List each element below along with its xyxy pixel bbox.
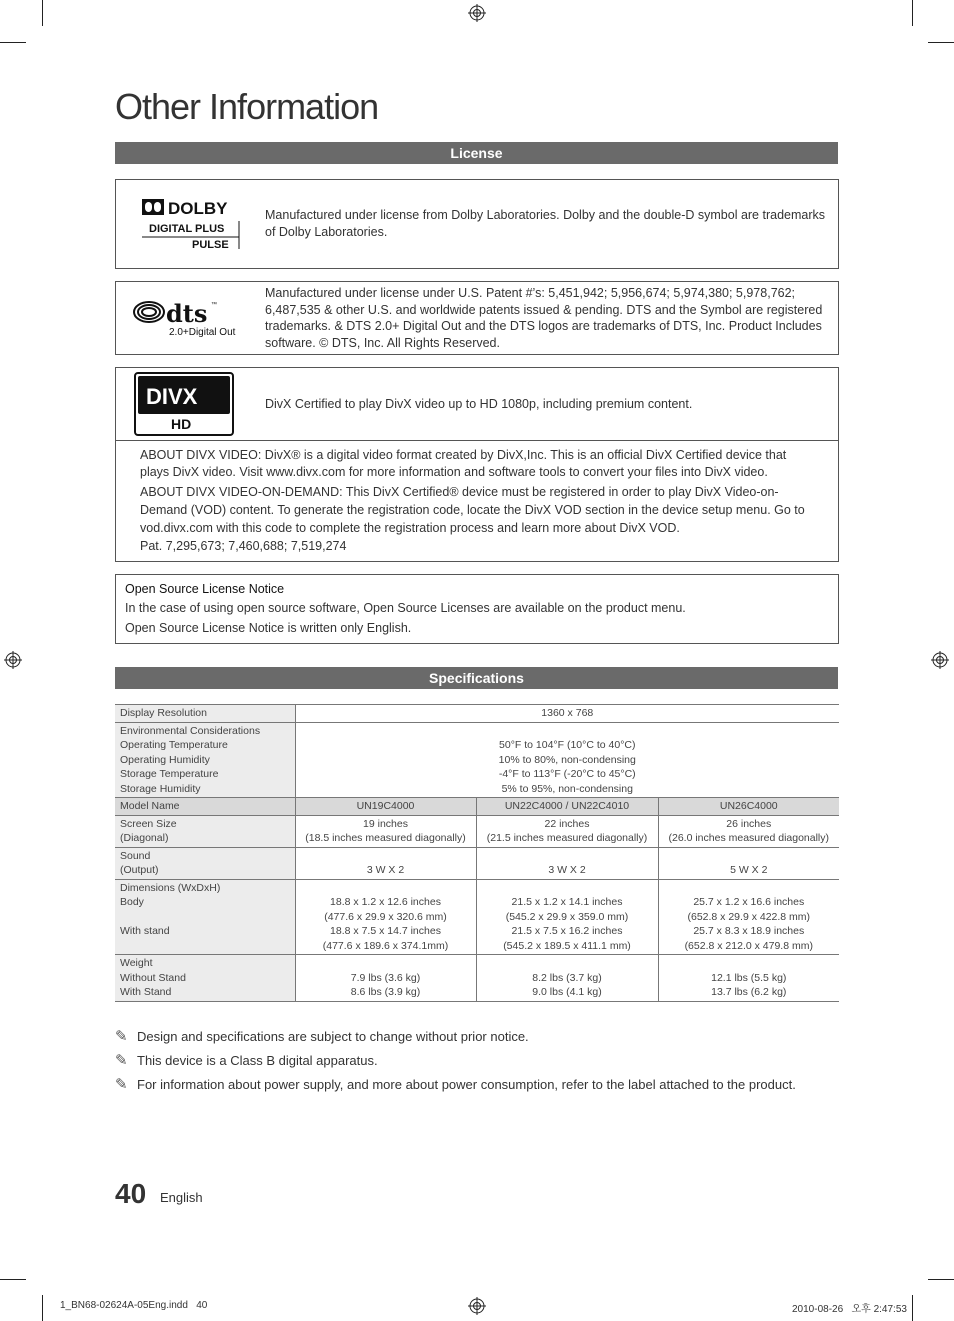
spec-row-screen [115, 815, 839, 847]
spec-label: Weight [120, 957, 153, 969]
dimension-labels [115, 879, 295, 955]
specifications-header: Specifications [115, 667, 838, 689]
screen-value [476, 815, 658, 847]
footer-file-name: 1_BN68-02624A-05Eng.indd 40 [60, 1300, 208, 1311]
spec-label: With Stand [120, 986, 172, 998]
spec-value: 25.7 x 8.3 x 18.9 inches [693, 925, 805, 937]
dolby-logo [142, 197, 242, 253]
dolby-license-text: Manufactured under license from Dolby Laboratories. Dolby and the double-D symbol are trademarks of Dolby Laboratories. [265, 208, 826, 239]
spec-label: Sound [120, 849, 151, 862]
crop-mark [42, 0, 43, 26]
spec-value: 22 inches [544, 817, 590, 830]
divx-about-video: ABOUT DIVX VIDEO: DivX® is a digital video format created by DivX,Inc. This is an official DivX Certified device that plays DivX video. Visit www.divx.com for more information and software tools to convert your files into DivX video. [140, 448, 787, 479]
weight-value [295, 955, 476, 1002]
dts-logo [133, 298, 237, 338]
spec-row-model [115, 798, 839, 816]
sound-value: 3 W X 2 [476, 847, 658, 879]
note-item [115, 1075, 796, 1093]
spec-label: Environmental Considerations [120, 724, 261, 737]
spec-value: (18.5 inches measured diagonally) [305, 832, 466, 844]
spec-value: 21.5 x 7.5 x 16.2 inches [511, 925, 623, 937]
weight-labels [115, 955, 295, 1002]
spec-value: (21.5 inches measured diagonally) [486, 832, 648, 844]
note-text: This device is a Class B digital apparatus. [137, 1053, 378, 1068]
spec-label: Without Stand [120, 971, 186, 984]
crop-mark [912, 0, 913, 26]
spec-value: (652.8 x 212.0 x 479.8 mm) [684, 939, 813, 952]
environment-labels [115, 722, 295, 798]
dolby-logo-brand: DOLBY [168, 199, 228, 218]
model-name: UN19C4000 [295, 798, 476, 816]
dolby-logo-line1: DIGITAL PLUS [149, 223, 225, 235]
spec-value: (26.0 inches measured diagonally) [668, 832, 830, 844]
spec-value: -4°F to 113°F (-20°C to 45°C) [498, 768, 636, 780]
spec-row-environment [115, 722, 839, 798]
spec-label: Body [120, 896, 144, 908]
spec-label: Operating Temperature [120, 739, 228, 751]
open-source-line1: In the case of using open source software, Open Source Licenses are available on the product menu. [125, 601, 686, 615]
spec-value: 25.7 x 1.2 x 16.6 inches [693, 896, 805, 908]
screen-value [658, 815, 839, 847]
pencil-note-icon: ✎ [115, 1028, 128, 1045]
spec-value: 8.2 lbs (3.7 kg) [532, 971, 602, 984]
dimension-value [658, 879, 839, 955]
spec-value: 18.8 x 1.2 x 12.6 inches [330, 896, 441, 908]
open-source-line2: Open Source License Notice is written only English. [125, 621, 412, 635]
spec-value: 26 inches [726, 817, 772, 830]
crop-mark [928, 42, 954, 43]
sound-value: 3 W X 2 [295, 847, 476, 879]
spec-label: With stand [120, 925, 170, 937]
note-item [115, 1027, 529, 1045]
note-item [115, 1051, 378, 1069]
spec-label: Storage Temperature [120, 768, 219, 780]
note-text: For information about power supply, and more about power consumption, refer to the label attached to the product. [137, 1077, 796, 1092]
registration-mark-icon [468, 4, 486, 22]
screen-labels [115, 815, 295, 847]
spec-label: Dimensions (WxDxH) [120, 881, 221, 894]
spec-value: 10% to 80%, non-condensing [498, 753, 636, 766]
pencil-note-icon: ✎ [115, 1076, 128, 1093]
divx-hd-logo [134, 372, 234, 436]
spec-value: 12.1 lbs (5.5 kg) [711, 971, 787, 984]
environment-values [295, 722, 839, 798]
crop-mark [0, 1279, 26, 1280]
spec-value: 7.9 lbs (3.6 kg) [350, 971, 421, 984]
sound-labels [115, 847, 295, 879]
spec-label: (Output) [120, 864, 159, 876]
divx-patents: Pat. 7,295,673; 7,460,688; 7,519,274 [140, 539, 347, 553]
note-text: Design and specifications are subject to change without prior notice. [137, 1029, 529, 1044]
spec-label: (Diagonal) [120, 832, 169, 844]
specifications-table [115, 704, 839, 1002]
spec-row-dimensions [115, 879, 839, 955]
spec-row-weight [115, 955, 839, 1002]
spec-value: 5% to 95%, non-condensing [501, 782, 633, 795]
spec-value: 8.6 lbs (3.9 kg) [350, 986, 421, 998]
spec-label: Screen Size [120, 817, 177, 830]
footer-date: 2010-08-26 오후 2:47:53 [792, 1304, 907, 1315]
dimension-value [295, 879, 476, 955]
spec-value: 21.5 x 1.2 x 14.1 inches [511, 896, 623, 908]
crop-mark [42, 1295, 43, 1321]
model-name: UN22C4000 / UN22C4010 [476, 798, 658, 816]
spec-value: (477.6 x 29.9 x 320.6 mm) [324, 910, 447, 923]
license-header: License [115, 142, 838, 164]
spec-value: (545.2 x 189.5 x 411.1 mm) [503, 939, 631, 952]
registration-mark-icon [468, 1297, 486, 1315]
spec-value: 13.7 lbs (6.2 kg) [711, 986, 787, 998]
weight-value [658, 955, 839, 1002]
crop-mark [928, 1279, 954, 1280]
divx-logo-sub: HD [171, 416, 192, 432]
spec-row-resolution [115, 705, 839, 723]
crop-mark [0, 42, 26, 43]
dimension-value [476, 879, 658, 955]
pencil-note-icon: ✎ [115, 1052, 128, 1069]
spec-value: 50°F to 104°F (10°C to 40°C) [499, 739, 636, 751]
screen-value [295, 815, 476, 847]
spec-value: (652.8 x 29.9 x 422.8 mm) [687, 910, 811, 923]
registration-mark-icon [4, 651, 22, 669]
spec-label: Storage Humidity [120, 782, 201, 795]
spec-value: 19 inches [363, 817, 408, 830]
divx-logo-brand: DIVX [146, 384, 198, 409]
page-title: Other Information [115, 86, 379, 127]
resolution-value: 1360 x 768 [295, 705, 839, 723]
page-number: 40 [115, 1178, 147, 1209]
dts-logo-brand: dts [166, 299, 208, 328]
open-source-title: Open Source License Notice [125, 582, 285, 596]
registration-mark-icon [931, 651, 949, 669]
divx-license-text: DivX Certified to play DivX video up to HD 1080p, including premium content. [265, 397, 693, 411]
spec-value: 9.0 lbs (4.1 kg) [532, 986, 602, 998]
spec-label: Display Resolution [115, 705, 295, 723]
divx-divider [115, 440, 839, 441]
spec-value: 18.8 x 7.5 x 14.7 inches [330, 925, 441, 937]
dolby-logo-line2: PULSE [192, 239, 229, 251]
page-language: English [160, 1190, 203, 1205]
spec-value: (477.6 x 189.6 x 374.1mm) [322, 939, 449, 952]
spec-label: Operating Humidity [120, 753, 210, 766]
dts-logo-sub: 2.0+Digital Out [169, 327, 236, 338]
sound-value: 5 W X 2 [658, 847, 839, 879]
dts-logo-tm: ™ [211, 302, 217, 308]
divx-about-vod: ABOUT DIVX VIDEO-ON-DEMAND: This DivX Certified® device must be registered in order to play DivX Video-on-Demand (VOD) content. To generate the registration code, locate the DivX VOD section in the device setup menu. Go to vod.divx.com with this code to complete the registration process and learn more about DivX VOD. [140, 485, 805, 535]
spec-label: Model Name [115, 798, 295, 816]
weight-value [476, 955, 658, 1002]
spec-row-sound [115, 847, 839, 879]
crop-mark [912, 1295, 913, 1321]
dts-license-text: Manufactured under license under U.S. Patent #’s: 5,451,942; 5,956,674; 5,974,380; 5,978,762; 6,487,535 & other U.S. and worldwide patents issued & pending. DTS and the Symbol are registered trademarks. & DTS 2.0+ Digital Out and the DTS logos are trademarks of DTS, Inc. Product Includes software. © DTS, Inc. All Rights Reserved. [265, 286, 823, 350]
spec-value: (545.2 x 29.9 x 359.0 mm) [505, 910, 629, 923]
model-name: UN26C4000 [658, 798, 839, 816]
